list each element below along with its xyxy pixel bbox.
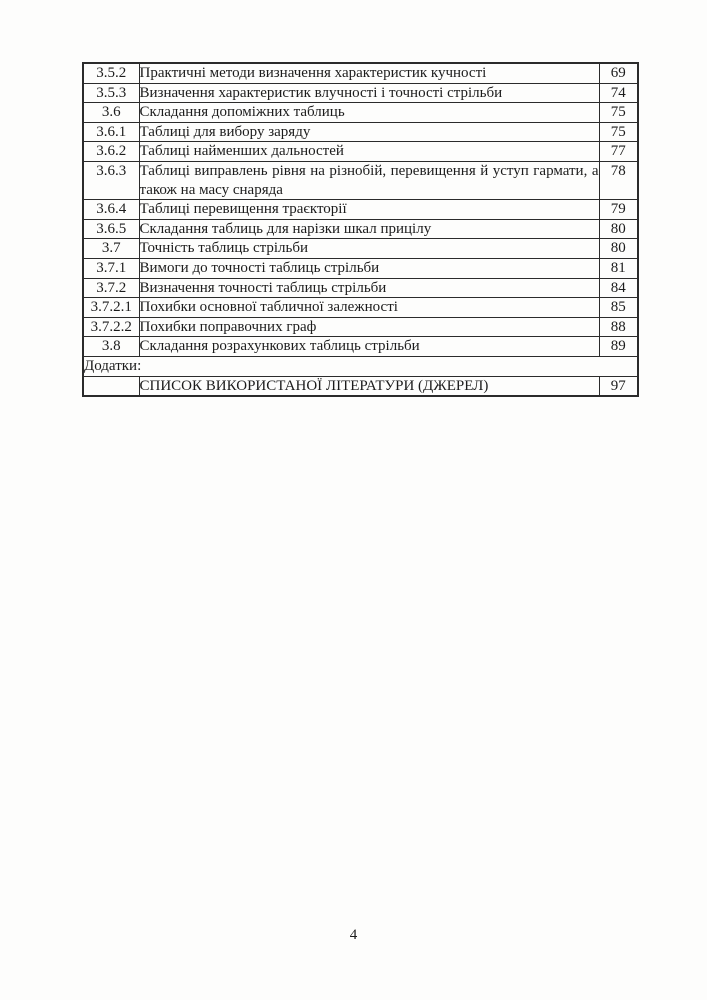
toc-cell-number: 3.8 [83,337,139,357]
toc-cell-number: 3.6.3 [83,161,139,199]
toc-cell-number: 3.5.3 [83,83,139,103]
toc-cell-page: 79 [599,200,638,220]
toc-cell-number: 3.7.2 [83,278,139,298]
toc-cell-title: Таблиці найменших дальностей [139,142,599,162]
toc-cell-title: Таблиці для вибору заряду [139,122,599,142]
toc-row [83,298,638,318]
toc-cell-page: 81 [599,258,638,278]
toc-cell-number: 3.7.2.2 [83,317,139,337]
toc-row [83,122,638,142]
toc-cell-number: 3.6.5 [83,219,139,239]
page-number: 4 [349,927,358,943]
toc-row [83,161,638,199]
toc-cell-title: Таблиці виправлень рівня на різнобій, перевищення й уступ гармати, а також на масу снаряда [139,161,599,199]
toc-cell-title: Вимоги до точності таблиць стрільби [139,258,599,278]
toc-cell-number: 3.6 [83,103,139,123]
toc-cell-section-span: Додатки: [83,356,638,376]
toc-cell-page: 80 [599,239,638,259]
toc-row [83,278,638,298]
toc-row [83,219,638,239]
toc-cell-page: 89 [599,337,638,357]
toc-row [83,337,638,357]
toc-cell-title: Визначення точності таблиць стрільби [139,278,599,298]
toc-cell-title: СПИСОК ВИКОРИСТАНОЇ ЛІТЕРАТУРИ (ДЖЕРЕЛ) [139,376,599,396]
toc-cell-page: 88 [599,317,638,337]
toc-cell-title: Визначення характеристик влучності і точності стрільби [139,83,599,103]
toc-cell-number: 3.6.2 [83,142,139,162]
toc-cell-page: 97 [599,376,638,396]
toc-table [82,62,639,397]
toc-row [83,258,638,278]
toc-cell-title: Похибки основної табличної залежності [139,298,599,318]
toc-cell-page: 75 [599,122,638,142]
toc-cell-number: 3.5.2 [83,63,139,83]
toc-cell-page: 84 [599,278,638,298]
toc-row [83,103,638,123]
toc-cell-number: 3.7 [83,239,139,259]
toc-cell-page: 77 [599,142,638,162]
toc-cell-page: 74 [599,83,638,103]
toc-cell-title: Складання допоміжних таблиць [139,103,599,123]
toc-row [83,376,638,396]
toc-cell-page: 78 [599,161,638,199]
toc-row [83,200,638,220]
toc-cell-page: 85 [599,298,638,318]
toc-row [83,356,638,376]
toc-cell-page: 69 [599,63,638,83]
toc-cell-number [83,376,139,396]
toc-cell-title: Точність таблиць стрільби [139,239,599,259]
toc-cell-number: 3.7.2.1 [83,298,139,318]
toc-cell-number: 3.7.1 [83,258,139,278]
toc-row [83,239,638,259]
toc-cell-title: Похибки поправочних граф [139,317,599,337]
toc-cell-number: 3.6.1 [83,122,139,142]
toc-cell-title: Складання таблиць для нарізки шкал прицілу [139,219,599,239]
toc-cell-title: Таблиці перевищення траєкторії [139,200,599,220]
toc-row [83,83,638,103]
toc-cell-number: 3.6.4 [83,200,139,220]
toc-row [83,317,638,337]
toc-cell-page: 75 [599,103,638,123]
toc-table-body [83,63,638,396]
toc-cell-title: Складання розрахункових таблиць стрільби [139,337,599,357]
toc-row [83,63,638,83]
toc-row [83,142,638,162]
toc-cell-page: 80 [599,219,638,239]
toc-cell-title: Практичні методи визначення характеристик кучності [139,63,599,83]
